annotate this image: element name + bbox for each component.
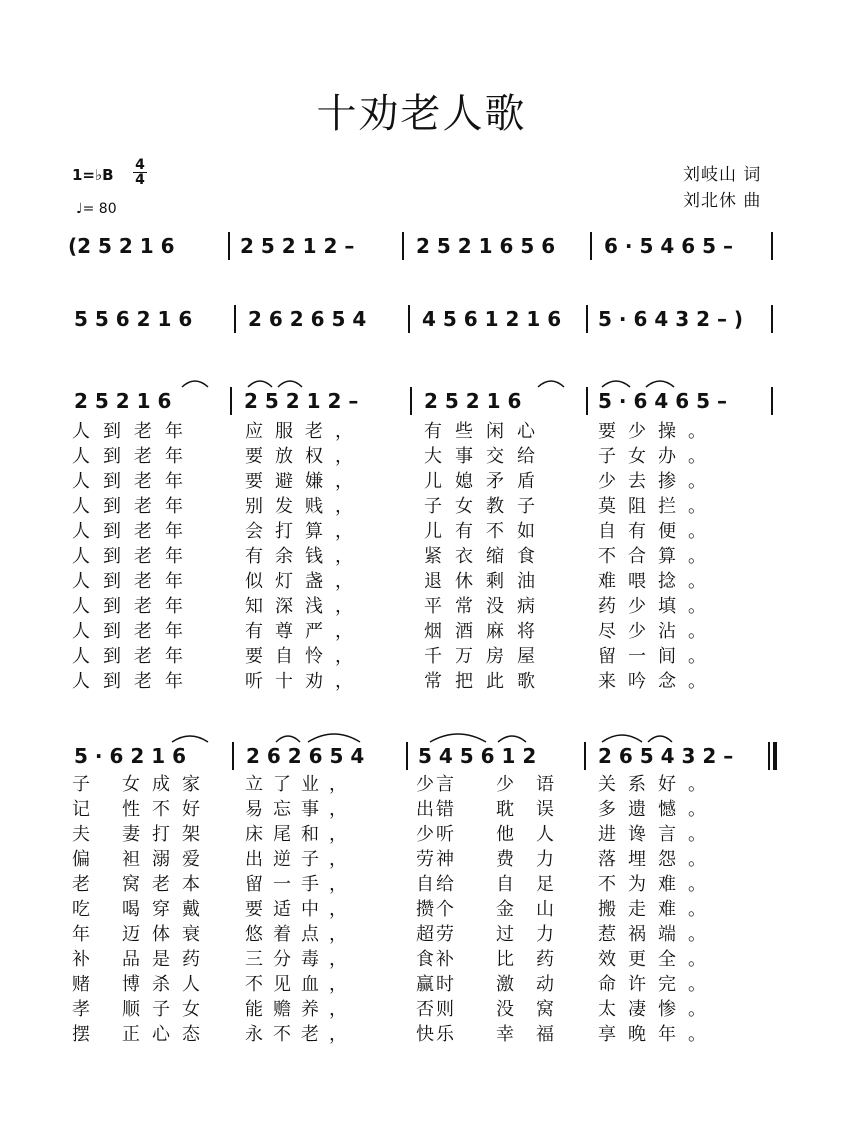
- barline: [408, 305, 410, 333]
- barline: [586, 305, 588, 333]
- lyric-phrase: 会打算，: [245, 521, 365, 542]
- lyric-phrase: 否则: [416, 999, 456, 1020]
- lyric-phrase: 三分毒，: [245, 949, 357, 970]
- barline: [228, 232, 230, 260]
- lyric-phrase: 人到老年: [72, 646, 196, 667]
- measure: 2 6 2 6 5 4: [246, 744, 365, 768]
- lyric-phrase: 平常没病: [424, 596, 548, 617]
- composer-credit: 刘北休 曲: [683, 191, 762, 211]
- lyric-phrase: 过力: [496, 924, 576, 945]
- lyric-line: [0, 542, 843, 567]
- lyric-phrase: 知深浅，: [245, 596, 365, 617]
- lyric-phrase: 惹祸端。: [598, 924, 718, 945]
- lyric-phrase: 应服老，: [245, 421, 365, 442]
- slur: [600, 730, 680, 744]
- slur: [180, 377, 210, 389]
- measure: 2 5 2 1 2 –: [240, 234, 355, 258]
- lyric-phrase: 子女办。: [598, 446, 718, 467]
- lyric-phrase: 关系好。: [598, 774, 718, 795]
- lyric-phrase: 出错: [416, 799, 456, 820]
- lyric-phrase: 超劳: [416, 924, 456, 945]
- lyric-line: [0, 1020, 843, 1045]
- lyric-phrase: 费力: [496, 849, 576, 870]
- lyric-phrase: 记: [72, 799, 102, 820]
- lyric-phrase: 补: [72, 949, 102, 970]
- lyric-phrase: 摆: [72, 1024, 102, 1045]
- lyric-phrase: 正心态: [122, 1024, 212, 1045]
- lyric-phrase: 窝老本: [122, 874, 212, 895]
- slur: [274, 730, 364, 744]
- lyric-phrase: 子: [72, 774, 102, 795]
- measure: 4 5 6 1 2 1 6: [422, 307, 562, 331]
- time-top: 4: [135, 157, 145, 173]
- measure: 2 6 5 4 3 2 –: [598, 744, 734, 768]
- lyric-phrase: 退休剩油: [424, 571, 548, 592]
- repeat-barline-thick: [773, 742, 777, 770]
- lyric-phrase: 有些闲心: [424, 421, 548, 442]
- barline: [771, 387, 773, 415]
- time-bottom: 4: [135, 172, 145, 188]
- lyric-line: [0, 617, 843, 642]
- song-title: 十劝老人歌: [316, 91, 527, 137]
- lyric-phrase: 袒溺爱: [122, 849, 212, 870]
- lyric-phrase: 幸福: [496, 1024, 576, 1045]
- lyric-phrase: 要放权，: [245, 446, 365, 467]
- lyric-phrase: 年: [72, 924, 102, 945]
- lyric-phrase: 金山: [496, 899, 576, 920]
- barline: [234, 305, 236, 333]
- lyric-phrase: 人到老年: [72, 421, 196, 442]
- lyric-phrase: 激动: [496, 974, 576, 995]
- lyric-phrase: 儿有不如: [424, 521, 548, 542]
- lyric-phrase: 性不好: [122, 799, 212, 820]
- measure: 2 5 2 1 6: [424, 389, 522, 413]
- lyric-phrase: 尽少沾。: [598, 621, 718, 642]
- verse-staff-1: [68, 387, 778, 421]
- lyric-phrase: 留一手，: [245, 874, 357, 895]
- lyric-phrase: 妻打架: [122, 824, 212, 845]
- lyric-phrase: 自有便。: [598, 521, 718, 542]
- lyric-phrase: 能赡养，: [245, 999, 357, 1020]
- lyric-phrase: 人到老年: [72, 596, 196, 617]
- lyric-phrase: 烟酒麻将: [424, 621, 548, 642]
- lyric-line: [0, 970, 843, 995]
- barline: [232, 742, 234, 770]
- lyric-line: [0, 517, 843, 542]
- lyric-phrase: 有尊严，: [245, 621, 365, 642]
- slur: [600, 377, 680, 389]
- measure: 5 · 6 2 1 6: [74, 744, 186, 768]
- lyric-phrase: 赌: [72, 974, 102, 995]
- lyric-phrase: 要避嫌，: [245, 471, 365, 492]
- lyric-phrase: 夫: [72, 824, 102, 845]
- lyric-phrase: 孝: [72, 999, 102, 1020]
- lyric-phrase: 偏: [72, 849, 102, 870]
- measure: 6 · 5 4 6 5 –: [604, 234, 733, 258]
- lyric-phrase: 人到老年: [72, 446, 196, 467]
- lyric-phrase: 难喂捻。: [598, 571, 718, 592]
- barline: [406, 742, 408, 770]
- lyric-phrase: 不合算。: [598, 546, 718, 567]
- lyric-phrase: 人到老年: [72, 671, 196, 692]
- lyric-phrase: 自给: [416, 874, 456, 895]
- measure: 5 4 5 6 1 2: [418, 744, 537, 768]
- measure: 2 6 2 6 5 4: [248, 307, 367, 331]
- lyric-line: [0, 592, 843, 617]
- intro-staff-1: [68, 232, 778, 266]
- lyric-phrase: 听十劝，: [245, 671, 365, 692]
- lyric-phrase: 人到老年: [72, 546, 196, 567]
- lyric-line: [0, 442, 843, 467]
- lyric-line: [0, 945, 843, 970]
- barline: [230, 387, 232, 415]
- lyric-phrase: 立了业，: [245, 774, 357, 795]
- lyric-phrase: 顺子女: [122, 999, 212, 1020]
- lyric-phrase: 人到老年: [72, 496, 196, 517]
- lyric-phrase: 赢时: [416, 974, 456, 995]
- lyric-phrase: 人到老年: [72, 621, 196, 642]
- barline: [584, 742, 586, 770]
- lyric-phrase: 太凄惨。: [598, 999, 718, 1020]
- measure: 2 5 2 1 6: [74, 389, 172, 413]
- lyric-phrase: 紧衣缩食: [424, 546, 548, 567]
- lyric-phrase: 要少操。: [598, 421, 718, 442]
- lyric-phrase: 少去掺。: [598, 471, 718, 492]
- lyric-phrase: 吃: [72, 899, 102, 920]
- lyric-phrase: 来吟念。: [598, 671, 718, 692]
- lyric-phrase: 快乐: [416, 1024, 456, 1045]
- lyric-phrase: 品是药: [122, 949, 212, 970]
- lyricist-credit: 刘岐山 词: [683, 165, 762, 185]
- lyric-phrase: 耽误: [496, 799, 576, 820]
- lyric-phrase: 搬走难。: [598, 899, 718, 920]
- lyric-phrase: 易忘事，: [245, 799, 357, 820]
- measure: 5 · 6 4 3 2 – ): [598, 307, 744, 331]
- lyric-phrase: 命许完。: [598, 974, 718, 995]
- lyric-line: [0, 845, 843, 870]
- lyric-phrase: 出逆子，: [245, 849, 357, 870]
- lyric-phrase: 多遗憾。: [598, 799, 718, 820]
- lyric-phrase: 床尾和，: [245, 824, 357, 845]
- lyric-phrase: 莫阻拦。: [598, 496, 718, 517]
- lyric-line: [0, 795, 843, 820]
- lyric-phrase: 人到老年: [72, 571, 196, 592]
- lyric-phrase: 劳神: [416, 849, 456, 870]
- barline: [410, 387, 412, 415]
- slur: [170, 732, 210, 744]
- measure: 2 5 2 1 2 –: [244, 389, 359, 413]
- barline: [771, 232, 773, 260]
- lyric-phrase: 儿媳矛盾: [424, 471, 548, 492]
- lyric-line: [0, 820, 843, 845]
- lyric-phrase: 落埋怨。: [598, 849, 718, 870]
- lyric-phrase: 留一间。: [598, 646, 718, 667]
- lyric-phrase: 人到老年: [72, 521, 196, 542]
- lyric-phrase: 少语: [496, 774, 576, 795]
- lyric-line: [0, 667, 843, 692]
- lyric-line: [0, 567, 843, 592]
- lyric-line: [0, 770, 843, 795]
- lyric-line: [0, 642, 843, 667]
- repeat-barline-thin: [768, 742, 770, 770]
- measure: (2 5 2 1 6: [68, 234, 175, 258]
- lyric-phrase: 要自怜，: [245, 646, 365, 667]
- barline: [586, 387, 588, 415]
- lyric-phrase: 有余钱，: [245, 546, 365, 567]
- lyric-phrase: 没窝: [496, 999, 576, 1020]
- lyric-phrase: 大事交给: [424, 446, 548, 467]
- lyric-line: [0, 920, 843, 945]
- tempo-marking: ♩= 80: [76, 201, 117, 217]
- lyric-line: [0, 467, 843, 492]
- lyric-phrase: 子女教子: [424, 496, 548, 517]
- lyric-phrase: 攒个: [416, 899, 456, 920]
- lyric-phrase: 喝穿戴: [122, 899, 212, 920]
- lyric-phrase: 享晚年。: [598, 1024, 718, 1045]
- lyric-phrase: 别发贱，: [245, 496, 365, 517]
- lyric-line: [0, 492, 843, 517]
- lyric-phrase: 悠着点，: [245, 924, 357, 945]
- barline: [771, 305, 773, 333]
- lyric-phrase: 老: [72, 874, 102, 895]
- lyric-phrase: 人到老年: [72, 471, 196, 492]
- lyric-phrase: 要适中，: [245, 899, 357, 920]
- lyric-phrase: 自足: [496, 874, 576, 895]
- time-signature: [132, 158, 148, 187]
- lyric-line: [0, 870, 843, 895]
- key-signature: 1=♭B: [72, 166, 114, 184]
- lyric-phrase: 他人: [496, 824, 576, 845]
- lyric-phrase: 不为难。: [598, 874, 718, 895]
- lyric-phrase: 千万房屋: [424, 646, 548, 667]
- lyric-phrase: 迈体衰: [122, 924, 212, 945]
- lyric-phrase: 食补: [416, 949, 456, 970]
- lyric-phrase: 女成家: [122, 774, 212, 795]
- lyric-phrase: 比药: [496, 949, 576, 970]
- slur: [428, 730, 528, 744]
- measure: 5 5 6 2 1 6: [74, 307, 193, 331]
- measure: 2 5 2 1 6 5 6: [416, 234, 556, 258]
- barline: [590, 232, 592, 260]
- intro-staff-2: [68, 305, 778, 339]
- lyric-phrase: 不见血，: [245, 974, 357, 995]
- lyric-phrase: 常把此歌: [424, 671, 548, 692]
- lyric-phrase: 效更全。: [598, 949, 718, 970]
- slur: [246, 377, 306, 389]
- lyric-phrase: 博杀人: [122, 974, 212, 995]
- lyric-phrase: 少听: [416, 824, 456, 845]
- lyric-phrase: 进谗言。: [598, 824, 718, 845]
- slur: [536, 377, 566, 389]
- lyric-phrase: 似灯盏，: [245, 571, 365, 592]
- measure: 5 · 6 4 6 5 –: [598, 389, 727, 413]
- barline: [402, 232, 404, 260]
- lyric-line: [0, 417, 843, 442]
- lyric-phrase: 少言: [416, 774, 456, 795]
- lyric-phrase: 永不老，: [245, 1024, 357, 1045]
- lyric-line: [0, 995, 843, 1020]
- lyric-line: [0, 895, 843, 920]
- lyric-phrase: 药少填。: [598, 596, 718, 617]
